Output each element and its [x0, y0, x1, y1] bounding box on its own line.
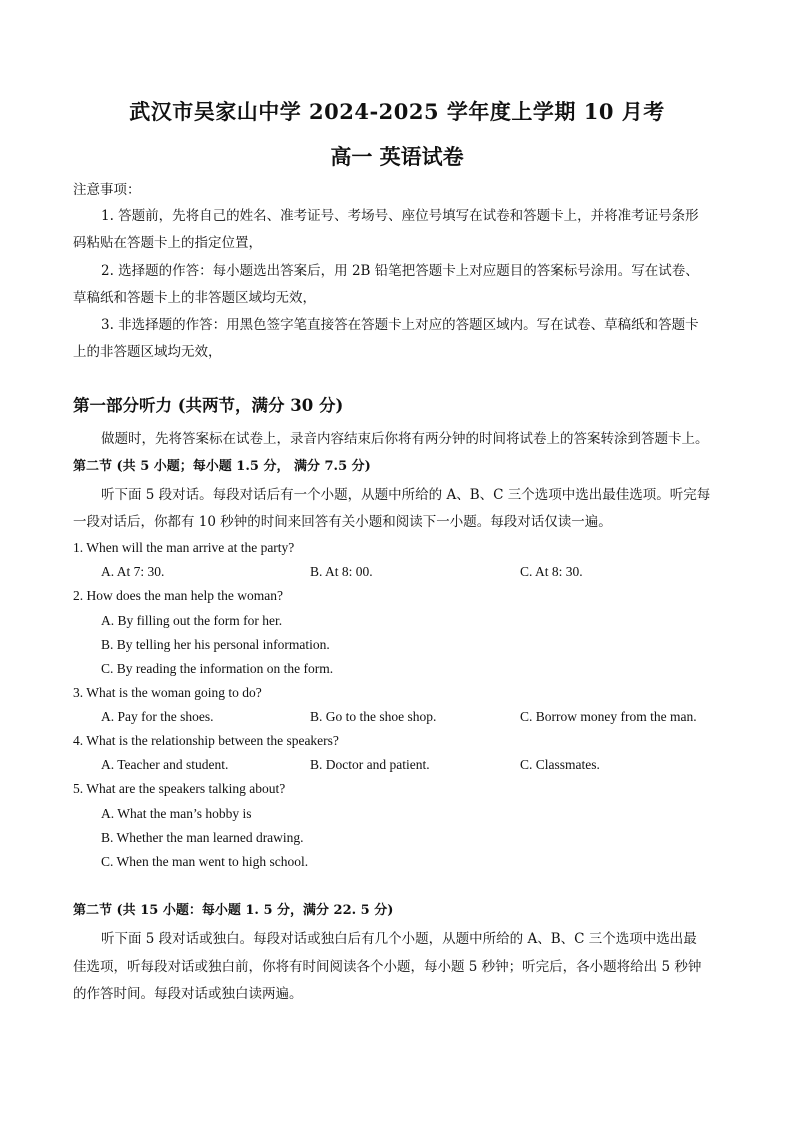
q1-option-c: C. At 8: 30. [520, 564, 583, 579]
q2-option-a: A. By filling out the form for her. [101, 613, 283, 628]
notice-item-3-cont: 上的非答题区域均无效， [73, 344, 222, 360]
question-2: 2. How does the man help the woman? [73, 588, 283, 603]
q2-option-c: C. By reading the information on the form. [101, 661, 334, 676]
q3-option-a: A. Pay for the shoes. [101, 709, 214, 724]
notice-item-2: 2. 选择题的作答：每小题选出答案后，用 2B 铅笔把答题卡上对应题目的答案标号涂用。写在试卷、 [101, 263, 699, 279]
exam-title: 武汉市吴家山中学 2024-2025 学年度上学期 10 月考 [129, 99, 665, 124]
question-3: 3. What is the woman going to do? [73, 685, 262, 700]
q5-option-b: B. Whether the man learned drawing. [101, 830, 304, 845]
q4-option-a: A. Teacher and student. [101, 757, 229, 772]
notice-item-2-cont: 草稿纸和答题卡上的非答题区域均无效， [73, 290, 316, 306]
question-4: 4. What is the relationship between the speakers? [73, 733, 339, 748]
question-5: 5. What are the speakers talking about? [73, 781, 286, 796]
q3-option-c: C. Borrow money from the man. [520, 709, 697, 724]
q1-option-a: A. At 7: 30. [101, 564, 165, 579]
q2-option-b: B. By telling her his personal information. [101, 637, 330, 652]
q1-option-b: B. At 8: 00. [310, 564, 373, 579]
q3-option-b: B. Go to the shoe shop. [310, 709, 437, 724]
part1-intro: 做题时，先将答案标在试卷上，录音内容结束后你将有两分钟的时间将试卷上的答案转涂到答题卡上。 [101, 431, 709, 447]
section1-intro: 听下面 5 段对话。每段对话后有一个小题，从题中所给的 A、B、C 三个选项中选出最佳选项。听完每 [101, 487, 711, 503]
q4-option-b: B. Doctor and patient. [310, 757, 430, 772]
exam-subtitle: 高一 英语试卷 [330, 144, 464, 169]
section1-heading: 第二节 (共 5 小题；每小题 1.5 分， 满分 7.5 分) [73, 459, 371, 474]
section1-intro-cont: 一段对话后，你都有 10 秒钟的时间来回答有关小题和阅读下一小题。每段对话仅读一遍。 [73, 514, 612, 530]
q4-option-c: C. Classmates. [520, 757, 600, 772]
section2-intro-cont-1: 佳选项，听每段对话或独白前，你将有时间阅读各个小题，每小题 5 秒钟；听完后，各小题将给出 5 秒钟 [73, 959, 702, 975]
q5-option-a: A. What the man’s hobby is [101, 806, 252, 821]
section2-heading: 第二节 (共 15 小题：每小题 1. 5 分，满分 22. 5 分) [73, 903, 394, 918]
notice-item-1-cont: 码粘贴在答题卡上的指定位置， [73, 235, 262, 251]
notice-heading: 注意事项： [73, 182, 141, 198]
question-1: 1. When will the man arrive at the party? [73, 540, 295, 555]
part1-heading: 第一部分听力 (共两节，满分 30 分) [73, 396, 344, 415]
notice-item-3: 3. 非选择题的作答：用黑色签字笔直接答在答题卡上对应的答题区域内。写在试卷、草稿纸和答题卡 [101, 317, 699, 333]
section2-intro-cont-2: 的作答时间。每段对话或独白读两遍。 [73, 986, 303, 1002]
section2-intro: 听下面 5 段对话或独白。每段对话或独白后有几个小题，从题中所给的 A、B、C 三个选项中选出最 [101, 931, 697, 947]
q5-option-c: C. When the man went to high school. [101, 854, 309, 869]
notice-item-1: 1. 答题前，先将自己的姓名、准考证号、考场号、座位号填写在试卷和答题卡上，并将准考证号条形 [101, 208, 699, 224]
